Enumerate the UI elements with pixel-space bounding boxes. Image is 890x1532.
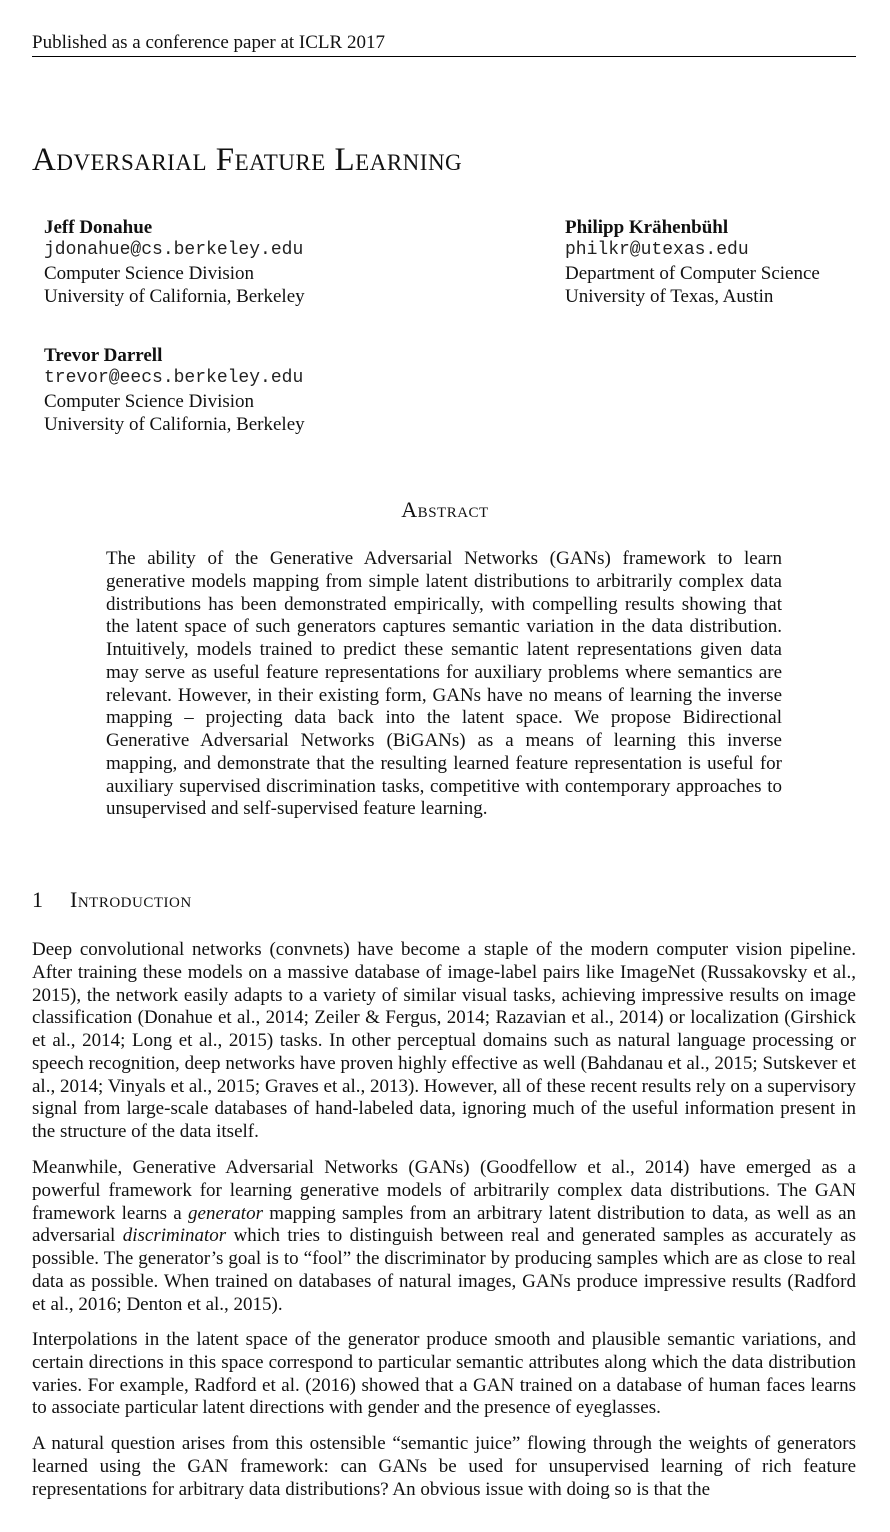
text-run: Meanwhile, Generative Adversarial Networks (GANs) (Goodfellow et al., 2014) have emerged as a powerful framework for learning generative models of arbitrarily complex data distributions. The GAN framework learns a bbox=[32, 1157, 856, 1224]
text-run: mapping samples from an arbitrary latent distribution to data, as well as an adversarial bbox=[32, 1202, 857, 1247]
author-name: Trevor Darrell bbox=[44, 345, 163, 366]
section-heading bbox=[32, 886, 192, 914]
emphasis-generator: generator bbox=[188, 1202, 263, 1224]
author-name: Philipp Krähenbühl bbox=[565, 217, 729, 238]
abstract-body: The ability of the Generative Adversarial Networks (GANs) framework to learn generative models mapping from simple latent distributions to arbitrarily complex data distributions has been demonstrated empirically, with compelling results showing that the latent space of such generators captures semantic variation in the data distribution. Intuitively, models trained to predict these semantic latent representations given data may serve as useful feature representations for auxiliary problems where semantics are relevant. However, in their existing form, GANs have no means of learning the inverse mapping – projecting data back into the latent space. We propose Bidirectional Generative Adversarial Networks (BiGANs) as a means of learning this inverse mapping, and demonstrate that the resulting learned feature representation is useful for auxiliary supervised discrimination tasks, competitive with contemporary approaches to unsupervised and self-supervised feature learning. bbox=[106, 548, 782, 820]
intro-paragraph-2 bbox=[32, 1157, 856, 1316]
author-institution: University of Texas, Austin bbox=[565, 286, 774, 307]
author-department: Department of Computer Science bbox=[565, 263, 820, 284]
intro-paragraph-4: A natural question arises from this ostensible “semantic juice” flowing through the weights of generators learned using the GAN framework: can GANs be used for unsupervised learning of rich feature representations for arbitrary data distributions? An obvious issue with doing so is that the bbox=[32, 1433, 856, 1500]
author-name: Jeff Donahue bbox=[44, 217, 153, 238]
abstract-heading: Abstract bbox=[401, 497, 489, 522]
author-email: trevor@eecs.berkeley.edu bbox=[44, 368, 304, 388]
paper-title: Adversarial Feature Learning bbox=[32, 142, 463, 178]
author-department: Computer Science Division bbox=[44, 263, 255, 284]
emphasis-discriminator: discriminator bbox=[122, 1225, 227, 1247]
running-header: Published as a conference paper at ICLR 2017 bbox=[32, 32, 385, 53]
author-department: Computer Science Division bbox=[44, 391, 255, 412]
section-number: 1 bbox=[32, 887, 44, 912]
author-block bbox=[565, 216, 820, 308]
author-email: jdonahue@cs.berkeley.edu bbox=[44, 240, 304, 260]
author-block bbox=[44, 216, 305, 308]
author-institution: University of California, Berkeley bbox=[44, 414, 305, 435]
author-block bbox=[44, 344, 305, 436]
intro-paragraph-3: Interpolations in the latent space of the generator produce smooth and plausible semantic variations, and certain directions in this space correspond to particular semantic attributes along which the data distribution varies. For example, Radford et al. (2016) showed that a GAN trained on a database of human faces learns to associate particular latent directions with gender and the presence of eyeglasses. bbox=[32, 1329, 856, 1419]
text-run: which tries to distinguish between real and generated samples as accurately as possible. The generator’s goal is to “fool” the discriminator by producing samples which are as close to real data as possible. When trained on databases of natural images, GANs produce impressive results (Radford et al., 2016; Denton et al., 2015). bbox=[32, 1225, 856, 1315]
author-email: philkr@utexas.edu bbox=[565, 240, 749, 260]
section-title: Introduction bbox=[70, 887, 192, 912]
author-institution: University of California, Berkeley bbox=[44, 286, 305, 307]
header-rule bbox=[32, 56, 856, 57]
intro-paragraph-1: Deep convolutional networks (convnets) have become a staple of the modern computer vision pipeline. After training these models on a massive database of image-label pairs like ImageNet (Russakovsky et al., 2015), the network easily adapts to a variety of similar visual tasks, achieving impressive results on image classification (Donahue et al., 2014; Zeiler & Fergus, 2014; Razavian et al., 2014) or localization (Girshick et al., 2014; Long et al., 2015) tasks. In other perceptual domains such as natural language processing or speech recognition, deep networks have proven highly effective as well (Bahdanau et al., 2015; Sutskever et al., 2014; Vinyals et al., 2015; Graves et al., 2013). However, all of these recent results rely on a supervisory signal from large-scale databases of hand-labeled data, ignoring much of the useful information present in the structure of the data itself. bbox=[32, 939, 856, 1142]
